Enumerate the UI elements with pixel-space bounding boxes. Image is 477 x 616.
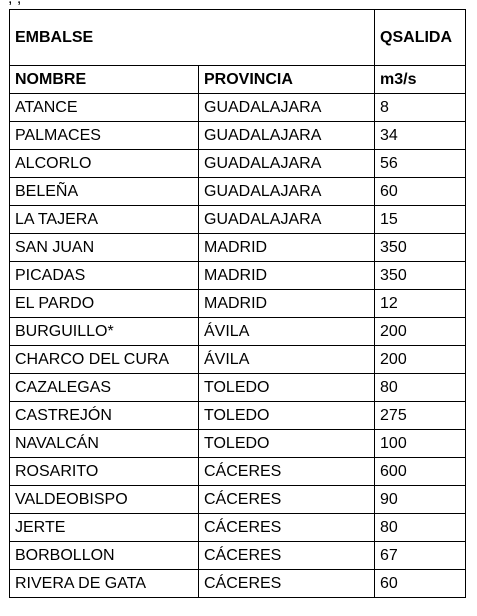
table-row bbox=[10, 542, 466, 570]
table-row bbox=[10, 290, 466, 318]
province-cell: MADRID bbox=[199, 234, 375, 262]
table-row bbox=[10, 206, 466, 234]
province-cell: CÁCERES bbox=[199, 486, 375, 514]
table-row bbox=[10, 570, 466, 598]
table-column-header-row bbox=[10, 66, 466, 94]
province-cell: TOLEDO bbox=[199, 374, 375, 402]
table-row bbox=[10, 430, 466, 458]
reservoir-name-cell: ALCORLO bbox=[10, 150, 199, 178]
reservoir-name-cell: PICADAS bbox=[10, 262, 199, 290]
reservoir-name-cell: PALMACES bbox=[10, 122, 199, 150]
reservoir-name-cell: BURGUILLO* bbox=[10, 318, 199, 346]
province-cell: TOLEDO bbox=[199, 402, 375, 430]
reservoir-name-cell: JERTE bbox=[10, 514, 199, 542]
reservoir-name-cell: ROSARITO bbox=[10, 458, 199, 486]
reservoir-outflow-table bbox=[9, 9, 466, 598]
reservoir-name-cell: VALDEOBISPO bbox=[10, 486, 199, 514]
qsalida-header: QSALIDA bbox=[375, 10, 466, 66]
province-cell: ÁVILA bbox=[199, 346, 375, 374]
outflow-value-cell: 275 bbox=[375, 402, 466, 430]
reservoir-name-cell: BELEÑA bbox=[10, 178, 199, 206]
table-row bbox=[10, 150, 466, 178]
province-cell: GUADALAJARA bbox=[199, 150, 375, 178]
table-row bbox=[10, 486, 466, 514]
table-row bbox=[10, 374, 466, 402]
province-cell: ÁVILA bbox=[199, 318, 375, 346]
outflow-value-cell: 12 bbox=[375, 290, 466, 318]
province-cell: CÁCERES bbox=[199, 542, 375, 570]
table-row bbox=[10, 514, 466, 542]
outflow-value-cell: 600 bbox=[375, 458, 466, 486]
table-row bbox=[10, 234, 466, 262]
outflow-value-cell: 200 bbox=[375, 346, 466, 374]
province-cell: GUADALAJARA bbox=[199, 122, 375, 150]
nombre-column-header: NOMBRE bbox=[10, 66, 199, 94]
province-cell: MADRID bbox=[199, 262, 375, 290]
province-cell: TOLEDO bbox=[199, 430, 375, 458]
embalse-group-header: EMBALSE bbox=[10, 10, 375, 66]
table-row bbox=[10, 94, 466, 122]
outflow-value-cell: 8 bbox=[375, 94, 466, 122]
table-row bbox=[10, 318, 466, 346]
outflow-value-cell: 80 bbox=[375, 514, 466, 542]
outflow-value-cell: 15 bbox=[375, 206, 466, 234]
province-cell: CÁCERES bbox=[199, 570, 375, 598]
province-cell: GUADALAJARA bbox=[199, 178, 375, 206]
reservoir-name-cell: CHARCO DEL CURA bbox=[10, 346, 199, 374]
table-row bbox=[10, 262, 466, 290]
provincia-column-header: PROVINCIA bbox=[199, 66, 375, 94]
reservoir-name-cell: RIVERA DE GATA bbox=[10, 570, 199, 598]
outflow-value-cell: 80 bbox=[375, 374, 466, 402]
outflow-value-cell: 34 bbox=[375, 122, 466, 150]
reservoir-name-cell: BORBOLLON bbox=[10, 542, 199, 570]
outflow-value-cell: 350 bbox=[375, 262, 466, 290]
reservoir-name-cell: CAZALEGAS bbox=[10, 374, 199, 402]
province-cell: CÁCERES bbox=[199, 514, 375, 542]
table-row bbox=[10, 346, 466, 374]
table-group-header-row bbox=[10, 10, 466, 66]
outflow-value-cell: 56 bbox=[375, 150, 466, 178]
reservoir-name-cell: ATANCE bbox=[10, 94, 199, 122]
reservoir-name-cell: SAN JUAN bbox=[10, 234, 199, 262]
table-row bbox=[10, 122, 466, 150]
province-cell: GUADALAJARA bbox=[199, 94, 375, 122]
province-cell: CÁCERES bbox=[199, 458, 375, 486]
reservoir-name-cell: LA TAJERA bbox=[10, 206, 199, 234]
table-row bbox=[10, 178, 466, 206]
table-row bbox=[10, 402, 466, 430]
reservoir-name-cell: EL PARDO bbox=[10, 290, 199, 318]
outflow-value-cell: 350 bbox=[375, 234, 466, 262]
reservoir-name-cell: CASTREJÓN bbox=[10, 402, 199, 430]
reservoir-name-cell: NAVALCÁN bbox=[10, 430, 199, 458]
unit-column-header: m3/s bbox=[375, 66, 466, 94]
table-row bbox=[10, 458, 466, 486]
province-cell: GUADALAJARA bbox=[199, 206, 375, 234]
outflow-value-cell: 90 bbox=[375, 486, 466, 514]
outflow-value-cell: 60 bbox=[375, 570, 466, 598]
outflow-value-cell: 100 bbox=[375, 430, 466, 458]
outflow-value-cell: 200 bbox=[375, 318, 466, 346]
clipped-text-line bbox=[0, 0, 477, 5]
outflow-value-cell: 67 bbox=[375, 542, 466, 570]
province-cell: MADRID bbox=[199, 290, 375, 318]
outflow-value-cell: 60 bbox=[375, 178, 466, 206]
